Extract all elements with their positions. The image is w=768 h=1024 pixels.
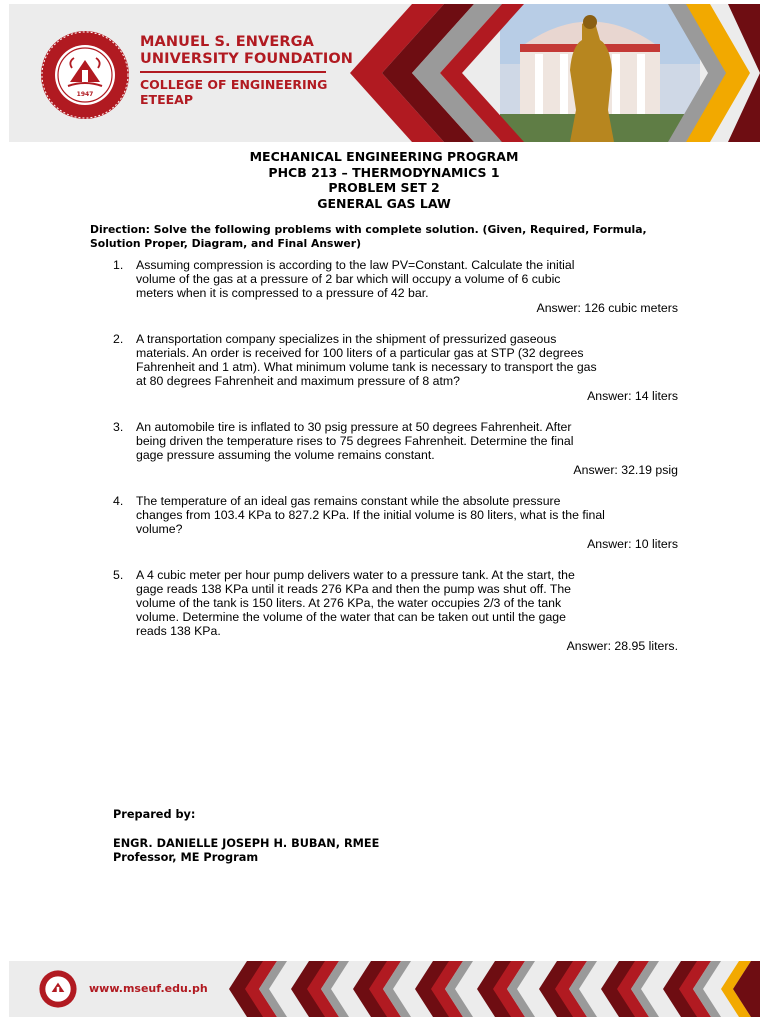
problem-set-title: PROBLEM SET 2 xyxy=(328,180,440,195)
problem-answer: Answer: 10 liters xyxy=(587,537,678,551)
university-name-line2: UNIVERSITY FOUNDATION xyxy=(140,51,353,67)
problem-list xyxy=(0,258,768,670)
course-title: PHCB 213 – THERMODYNAMICS 1 xyxy=(268,164,500,180)
problem-line: reads 138 KPa. xyxy=(136,624,221,638)
problem-item xyxy=(0,258,768,315)
problem-item xyxy=(0,568,768,653)
problem-answer: Answer: 126 cubic meters xyxy=(536,301,678,315)
problem-number: 1. xyxy=(113,258,124,272)
banner-chevron-artwork xyxy=(350,4,760,142)
problem-line: volume? xyxy=(136,522,183,536)
author-name: ENGR. DANIELLE JOSEPH H. BUBAN, RMEE xyxy=(113,837,380,850)
university-name-line1: MANUEL S. ENVERGA xyxy=(140,34,314,50)
prepared-by-label: Prepared by: xyxy=(113,808,196,821)
problem-line: changes from 103.4 KPa to 827.2 KPa. If the initial volume is 80 liters, what is the final xyxy=(136,508,605,522)
problem-text xyxy=(136,258,681,300)
problem-line: volume of the tank is 150 liters. At 276 KPa, the water occupies 2/3 of the tank xyxy=(136,596,562,610)
college-program: ETEEAP xyxy=(140,92,193,107)
problem-number: 5. xyxy=(113,568,124,582)
brand-divider xyxy=(140,71,326,73)
college-name: COLLEGE OF ENGINEERING xyxy=(140,77,328,92)
problem-line: An automobile tire is inflated to 30 psig pressure at 50 degrees Fahrenheit. After xyxy=(136,420,572,434)
problem-line: gage pressure assuming the volume remains constant. xyxy=(136,448,435,462)
problem-number: 4. xyxy=(113,494,124,508)
problem-number: 2. xyxy=(113,332,124,346)
footer-chevron-artwork xyxy=(219,961,760,1017)
problem-text xyxy=(136,332,681,388)
problem-item xyxy=(0,420,768,477)
title-block xyxy=(0,149,768,211)
problem-item xyxy=(0,332,768,403)
problem-line: volume of the gas at a pressure of 2 bar which will occupy a volume of 6 cubic xyxy=(136,272,561,286)
problem-line: at 80 degrees Fahrenheit and maximum pressure of 8 atm? xyxy=(136,374,460,388)
problem-item xyxy=(0,494,768,551)
header-banner xyxy=(9,4,760,142)
footer-seal-logo xyxy=(39,970,77,1008)
problem-line: A 4 cubic meter per hour pump delivers water to a pressure tank. At the start, the xyxy=(136,568,575,582)
problem-line: The temperature of an ideal gas remains constant while the absolute pressure xyxy=(136,494,561,508)
problem-answer: Answer: 32.19 psig xyxy=(573,463,678,477)
problem-line: Assuming compression is according to the law PV=Constant. Calculate the initial xyxy=(136,258,575,272)
problem-line: meters when it is compressed to a pressure of 42 bar. xyxy=(136,286,429,300)
problem-line: gage reads 138 KPa until it reads 276 KPa and then the pump was shut off. The xyxy=(136,582,572,596)
problem-answer: Answer: 28.95 liters. xyxy=(566,639,678,653)
problem-answer: Answer: 14 liters xyxy=(587,389,678,403)
brand-block xyxy=(140,34,353,107)
author-position: Professor, ME Program xyxy=(113,851,259,864)
direction-text: Direction: Solve the following problems with complete solution. (Given, Required, Formula, Solution Proper, Diagram, and Final Answer) xyxy=(90,223,647,250)
university-seal-logo xyxy=(40,30,130,120)
problem-line: Fahrenheit and 1 atm). What minimum volume tank is necessary to transport the gas xyxy=(136,360,597,374)
problem-line: volume. Determine the volume of the water that can be taken out until the gage xyxy=(136,610,566,624)
seal-year: 1947 xyxy=(76,91,94,98)
problem-text xyxy=(136,420,681,462)
problem-text xyxy=(136,568,681,638)
author-block xyxy=(113,837,379,865)
problem-text xyxy=(136,494,681,536)
problem-number: 3. xyxy=(113,420,124,434)
problem-line: being driven the temperature rises to 75 degrees Fahrenheit. Determine the final xyxy=(136,434,574,448)
website-link[interactable]: www.mseuf.edu.ph xyxy=(89,982,208,995)
program-title: MECHANICAL ENGINEERING PROGRAM xyxy=(249,149,519,164)
problem-line: A transportation company specializes in the shipment of pressurized gaseous xyxy=(136,332,557,346)
footer-banner xyxy=(9,961,760,1017)
topic-title: GENERAL GAS LAW xyxy=(317,195,451,211)
problem-line: materials. An order is received for 100 liters of a particular gas at STP (32 degrees xyxy=(136,346,584,360)
